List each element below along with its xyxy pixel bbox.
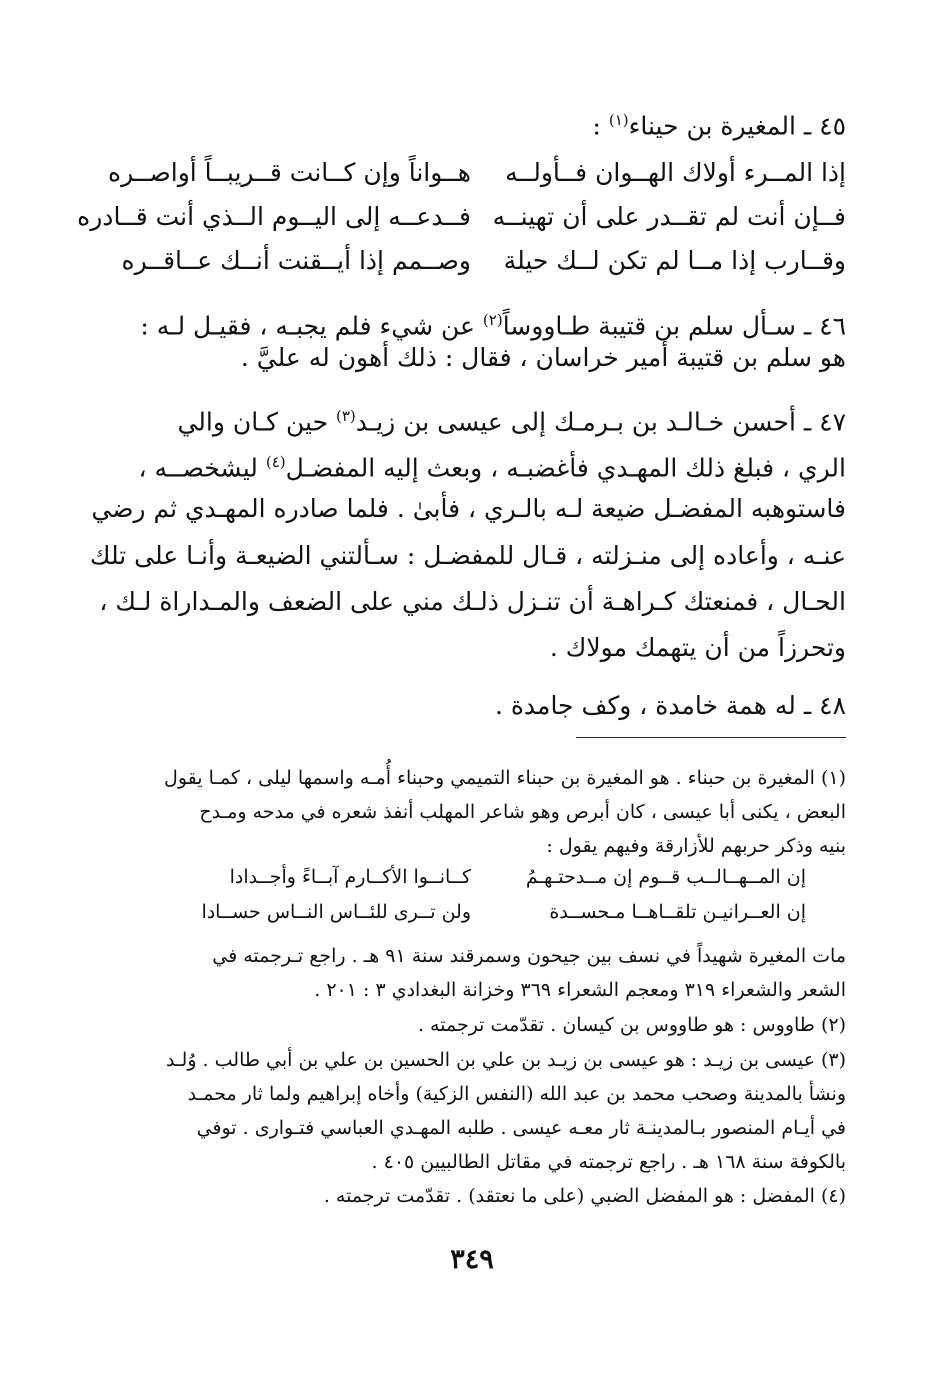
entry-47-line-4: عنـه ، وأعاده إلى منـزلته ، قـال للمفضـل : سـألتني الضيعـة وأنـا على تلك <box>89 541 846 570</box>
entry-47-line-3: فاستوهبه المفضـل ضيعة لـه بالـري ، فأبىٰ . فلما صادره المهـدي ثم رضي <box>91 494 846 523</box>
footnote-1-line-2: البعض ، يكنى أبا عيسى ، كان أبرص وهو شاعر المهلب أنفذ شعره في مدحه ومـدح <box>199 801 846 823</box>
footnote-1-verse-2 <box>98 901 846 935</box>
footnote-separator <box>576 737 846 738</box>
verse-1-second-hemistich: هــواناً وإن كــانت قــريبــاً أواصــره <box>107 158 471 187</box>
entry-45-heading-text: ٤٥ ـ المغيرة بن حيناء <box>628 111 846 141</box>
verse-3-first-hemistich: وقــارب إذا مــا لم تكن لــك حيلة <box>503 246 846 275</box>
verse-2-first-hemistich: فــإن أنت لم تقــدر على أن تهينــه <box>492 202 846 231</box>
footnote-ref-2: (٢) <box>482 311 503 329</box>
footnote-3-line-2: ونشأ بالمدينة وصحب محمد بن عبد الله (النفس الزكية) وأخاه إبراهيم ولما ثار محمـد <box>187 1083 846 1105</box>
footnote-2: (٢) طاووس : هو طاووس بن كيسان . تقدّمت ترجمته . <box>417 1014 846 1036</box>
entry-47-line-6: وتحرزاً من أن يتهمك مولاك . <box>549 633 846 662</box>
verse-2 <box>77 202 846 242</box>
footnote-3-line-1: (٣) عيسى بن زيـد : هو عيسى بن زيـد بن علي بن الحسين بن علي بن أبي طالب . وُلـد <box>166 1049 846 1071</box>
entry-45-heading <box>592 96 846 150</box>
page-number: ٣٤٩ <box>450 1244 494 1275</box>
footnote-ref-3: (٣) <box>336 407 356 425</box>
entry-47-text-c: الري ، فبلغ ذلك المهـدي فأغضبـه ، وبعث إليه المفضـل <box>285 453 846 483</box>
footnote-1-line-1: (١) المغيرة بن حبناء . هو المغيرة بن حبناء التميمي وحبناء أُمـه واسمها ليلى ، كمـا يقول <box>164 767 846 789</box>
footnote-3-line-3: في أيـام المنصور بـالمدينـة ثار معـه عيسى . طلبه المهـدي العباسي فتـوارى . توفي <box>196 1117 846 1139</box>
footnote-ref-1: (١) <box>608 111 629 129</box>
footnote-4: (٤) المفضل : هو المفضل الضبي (على ما نعتقد) . تقدّمت ترجمته . <box>323 1185 846 1207</box>
entry-48: ٤٨ ـ له همة خامدة ، وكف جامدة . <box>494 691 846 720</box>
verse-2-second-hemistich: فــدعــه إلى اليــوم الــذي أنت قــادره <box>77 202 471 231</box>
footnote-verse-2-second: ولن تــرى للئــاس النــاس حســادا <box>201 901 471 923</box>
footnote-3-line-4: بالكوفة سنة ١٦٨ هـ . راجع ترجمته في مقاتل الطالبيين ٤٠٥ . <box>371 1151 846 1173</box>
footnote-1-line-5: الشعر والشعراء ٣١٩ ومعجم الشعراء ٣٦٩ وخزانة البغدادي ٣ : ٢٠١ . <box>314 979 846 1001</box>
verse-3-second-hemistich: وصــمم إذا أيــقنت أنــك عــاقــره <box>121 246 471 275</box>
entry-46-text-a: ٤٦ ـ سـأل سلم بن قتيبة طـاووساً <box>502 311 846 341</box>
entry-47-text-a: ٤٧ ـ أحسن خـالـد بن بـرمـك إلى عيسى بن زيـد <box>355 407 846 437</box>
footnote-verse-2-first: إن العــرانيـن تلقــاهــا مـحســدة <box>549 901 806 923</box>
footnote-verse-1-second: كــانــوا الأكــارم آبــاءً وأجــدادا <box>229 866 471 888</box>
entry-46-line-2: هو سلم بن قتيبة أمير خراسان ، فقال : ذلك أهون له عليَّ . <box>240 343 846 372</box>
verse-3 <box>98 246 846 286</box>
footnote-ref-4: (٤) <box>265 453 286 471</box>
entry-47-text-d: ليشخصــه ، <box>138 453 266 483</box>
footnote-1-verse-1 <box>98 866 846 900</box>
entry-47-line-5: الحـال ، فمنعتك كـراهـة أن تنـزل ذلـك مني على الضعف والمـداراة لـك ، <box>99 587 846 616</box>
footnote-1-line-4: مات المغيرة شهيداً في نسف بين جيحون وسمرقند سنة ٩١ هـ . راجع تـرجمته في <box>212 945 846 967</box>
footnote-1-line-3: بنيه وذكر حربهم للأزارقة وفيهم يقول : <box>546 835 846 857</box>
verse-1 <box>98 158 846 198</box>
entry-45-heading-colon: : <box>592 111 609 141</box>
entry-46-text-b: عن شيء فلم يجبـه ، فقيـل لـه : <box>140 311 483 341</box>
footnote-verse-1-first: إن المــهــالــب قــوم إن مــدحتـهـمُ <box>525 866 806 888</box>
verse-1-first-hemistich: إذا المــرء أولاك الهــوان فــأولــه <box>505 158 846 187</box>
entry-47-text-b: حين كـان والي <box>177 407 336 437</box>
